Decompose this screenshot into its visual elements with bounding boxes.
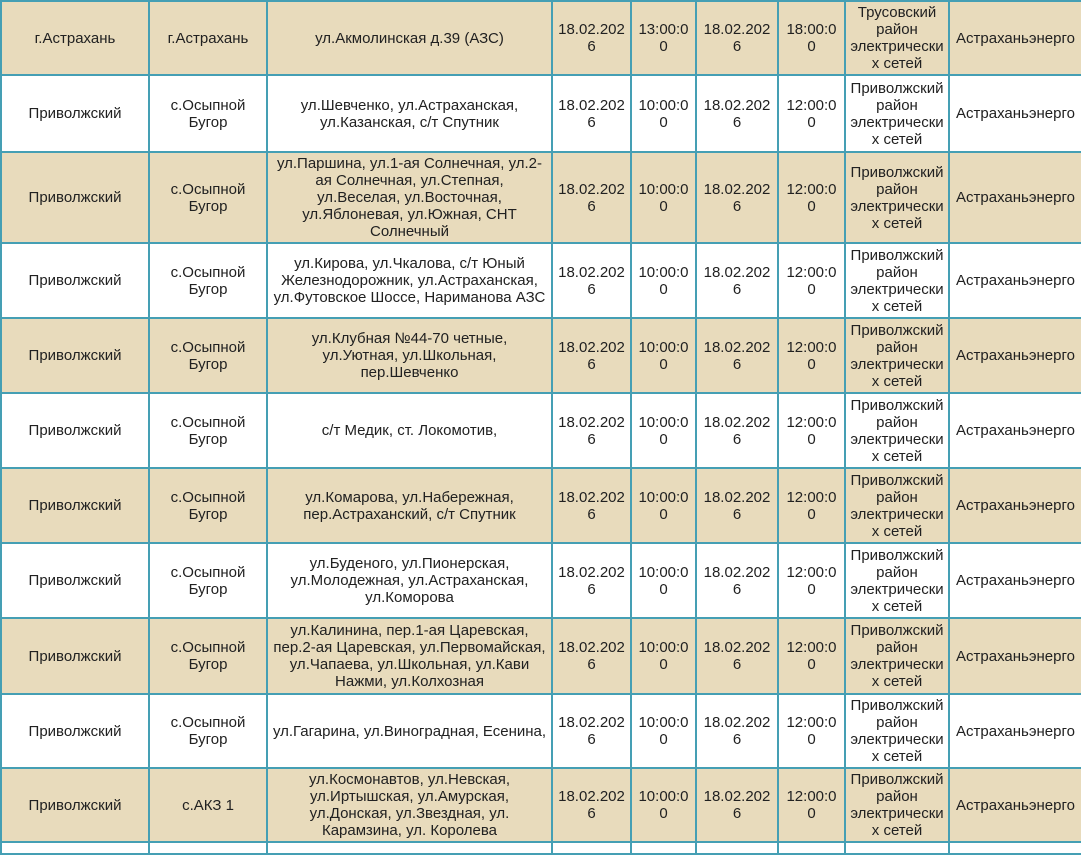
cell-network-region: Приволжский район электрических сетей [845, 618, 949, 694]
cell-end-date: 18.02.2026 [696, 318, 778, 393]
cell-start-date: 18.02.2026 [552, 468, 631, 543]
cell-empty [778, 842, 845, 854]
cell-start-date: 18.02.2026 [552, 393, 631, 468]
table-row-cutoff [1, 842, 1081, 854]
cell-streets: ул.Акмолинская д.39 (АЗС) [267, 1, 552, 75]
cell-start-date: 18.02.2026 [552, 318, 631, 393]
cell-start-date: 18.02.2026 [552, 1, 631, 75]
cell-start-time: 10:00:00 [631, 694, 696, 768]
cell-network-region: Приволжский район электрических сетей [845, 694, 949, 768]
cell-end-time: 18:00:00 [778, 1, 845, 75]
cell-streets: ул.Космонавтов, ул.Невская, ул.Иртышская, ул.Амурская, ул.Донская, ул.Звездная, ул. Карамзина, ул. Королева [267, 768, 552, 842]
cell-company: Астраханьэнерго [949, 393, 1081, 468]
cell-streets: ул.Комарова, ул.Набережная, пер.Астраханский, с/т Спутник [267, 468, 552, 543]
cell-settlement: с.Осыпной Бугор [149, 694, 267, 768]
cell-settlement: с.Осыпной Бугор [149, 618, 267, 694]
cell-district: Приволжский [1, 468, 149, 543]
cell-end-date: 18.02.2026 [696, 468, 778, 543]
cell-settlement: с.Осыпной Бугор [149, 543, 267, 618]
cell-end-time: 12:00:00 [778, 618, 845, 694]
cell-streets: ул.Буденого, ул.Пионерская, ул.Молодежная, ул.Астраханская, ул.Коморова [267, 543, 552, 618]
cell-district: г.Астрахань [1, 1, 149, 75]
cell-settlement: с.Осыпной Бугор [149, 468, 267, 543]
cell-company: Астраханьэнерго [949, 468, 1081, 543]
cell-start-date: 18.02.2026 [552, 152, 631, 243]
cell-streets: ул.Гагарина, ул.Виноградная, Есенина, [267, 694, 552, 768]
cell-start-date: 18.02.2026 [552, 543, 631, 618]
cell-settlement: с.Осыпной Бугор [149, 75, 267, 152]
cell-end-date: 18.02.2026 [696, 152, 778, 243]
cell-company: Астраханьэнерго [949, 75, 1081, 152]
cell-company: Астраханьэнерго [949, 694, 1081, 768]
cell-streets: ул.Паршина, ул.1-ая Солнечная, ул.2-ая Солнечная, ул.Степная, ул.Веселая, ул.Восточная, ул.Яблоневая, ул.Южная, СНТ Солнечный [267, 152, 552, 243]
cell-empty [149, 842, 267, 854]
cell-empty [1, 842, 149, 854]
cell-end-date: 18.02.2026 [696, 618, 778, 694]
cell-end-time: 12:00:00 [778, 468, 845, 543]
cell-streets: ул.Шевченко, ул.Астраханская, ул.Казанская, с/т Спутник [267, 75, 552, 152]
cell-streets: ул.Клубная №44-70 четные, ул.Уютная, ул.Школьная, пер.Шевченко [267, 318, 552, 393]
cell-district: Приволжский [1, 75, 149, 152]
table-row [1, 1, 1081, 75]
cell-settlement: с.Осыпной Бугор [149, 393, 267, 468]
table-row [1, 468, 1081, 543]
cell-start-date: 18.02.2026 [552, 75, 631, 152]
cell-end-time: 12:00:00 [778, 152, 845, 243]
cell-network-region: Трусовский район электрических сетей [845, 1, 949, 75]
cell-settlement: г.Астрахань [149, 1, 267, 75]
cell-district: Приволжский [1, 152, 149, 243]
cell-district: Приволжский [1, 618, 149, 694]
cell-end-date: 18.02.2026 [696, 393, 778, 468]
cell-network-region: Приволжский район электрических сетей [845, 543, 949, 618]
cell-start-time: 10:00:00 [631, 543, 696, 618]
cell-settlement: с.Осыпной Бугор [149, 152, 267, 243]
cell-start-date: 18.02.2026 [552, 768, 631, 842]
cell-network-region: Приволжский район электрических сетей [845, 318, 949, 393]
cell-district: Приволжский [1, 768, 149, 842]
cell-district: Приволжский [1, 318, 149, 393]
cell-network-region: Приволжский район электрических сетей [845, 152, 949, 243]
cell-district: Приволжский [1, 543, 149, 618]
cell-network-region: Приволжский район электрических сетей [845, 75, 949, 152]
cell-start-time: 10:00:00 [631, 152, 696, 243]
cell-empty [631, 842, 696, 854]
cell-company: Астраханьэнерго [949, 152, 1081, 243]
cell-start-time: 10:00:00 [631, 393, 696, 468]
cell-end-date: 18.02.2026 [696, 768, 778, 842]
table-row [1, 618, 1081, 694]
cell-end-date: 18.02.2026 [696, 543, 778, 618]
cell-start-time: 10:00:00 [631, 468, 696, 543]
cell-empty [267, 842, 552, 854]
cell-start-time: 10:00:00 [631, 318, 696, 393]
cell-start-date: 18.02.2026 [552, 618, 631, 694]
cell-empty [845, 842, 949, 854]
cell-end-time: 12:00:00 [778, 768, 845, 842]
cell-start-time: 10:00:00 [631, 75, 696, 152]
table-row [1, 768, 1081, 842]
cell-company: Астраханьэнерго [949, 318, 1081, 393]
table-row [1, 694, 1081, 768]
outage-table-body [1, 1, 1081, 854]
cell-district: Приволжский [1, 694, 149, 768]
cell-network-region: Приволжский район электрических сетей [845, 243, 949, 318]
cell-company: Астраханьэнерго [949, 618, 1081, 694]
cell-settlement: с.Осыпной Бугор [149, 318, 267, 393]
cell-company: Астраханьэнерго [949, 543, 1081, 618]
cell-end-time: 12:00:00 [778, 318, 845, 393]
cell-company: Астраханьэнерго [949, 768, 1081, 842]
cell-end-time: 12:00:00 [778, 694, 845, 768]
cell-district: Приволжский [1, 243, 149, 318]
cell-start-time: 10:00:00 [631, 243, 696, 318]
cell-start-time: 10:00:00 [631, 768, 696, 842]
cell-network-region: Приволжский район электрических сетей [845, 768, 949, 842]
cell-end-time: 12:00:00 [778, 543, 845, 618]
cell-empty [949, 842, 1081, 854]
cell-network-region: Приволжский район электрических сетей [845, 468, 949, 543]
cell-company: Астраханьэнерго [949, 1, 1081, 75]
cell-start-time: 10:00:00 [631, 618, 696, 694]
cell-end-date: 18.02.2026 [696, 694, 778, 768]
cell-settlement: с.Осыпной Бугор [149, 243, 267, 318]
cell-end-date: 18.02.2026 [696, 243, 778, 318]
cell-empty [552, 842, 631, 854]
table-row [1, 243, 1081, 318]
cell-network-region: Приволжский район электрических сетей [845, 393, 949, 468]
cell-streets: ул.Калинина, пер.1-ая Царевская, пер.2-ая Царевская, ул.Первомайская, ул.Чапаева, ул.Школьная, ул.Кави Нажми, ул.Колхозная [267, 618, 552, 694]
cell-company: Астраханьэнерго [949, 243, 1081, 318]
table-row [1, 152, 1081, 243]
cell-streets: ул.Кирова, ул.Чкалова, с/т Юный Железнодорожник, ул.Астраханская, ул.Футовское Шоссе, Нариманова АЗС [267, 243, 552, 318]
table-row [1, 543, 1081, 618]
cell-start-date: 18.02.2026 [552, 694, 631, 768]
table-row [1, 318, 1081, 393]
cell-streets: с/т Медик, ст. Локомотив, [267, 393, 552, 468]
table-row [1, 393, 1081, 468]
cell-end-date: 18.02.2026 [696, 75, 778, 152]
table-row [1, 75, 1081, 152]
cell-settlement: с.АКЗ 1 [149, 768, 267, 842]
cell-end-time: 12:00:00 [778, 393, 845, 468]
cell-start-time: 13:00:00 [631, 1, 696, 75]
cell-start-date: 18.02.2026 [552, 243, 631, 318]
cell-end-time: 12:00:00 [778, 75, 845, 152]
cell-district: Приволжский [1, 393, 149, 468]
cell-end-time: 12:00:00 [778, 243, 845, 318]
cell-empty [696, 842, 778, 854]
cell-end-date: 18.02.2026 [696, 1, 778, 75]
